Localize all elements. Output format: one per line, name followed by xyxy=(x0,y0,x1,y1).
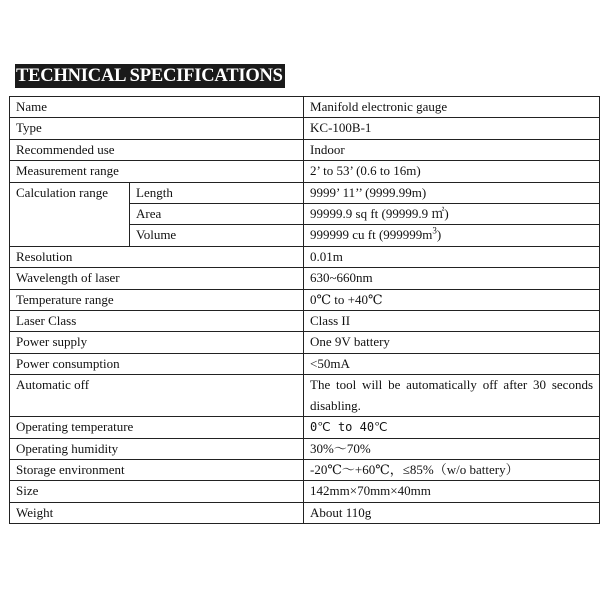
row-label: Power supply xyxy=(10,332,304,353)
row-value: <50mA xyxy=(304,353,600,374)
sub-label: Volume xyxy=(130,225,304,246)
row-value xyxy=(304,225,600,246)
row-label: Calculation range xyxy=(10,182,130,246)
row-label: Name xyxy=(10,97,304,118)
row-label: Power consumption xyxy=(10,353,304,374)
row-value: Class II xyxy=(304,311,600,332)
row-label: Operating humidity xyxy=(10,438,304,459)
row-value: 9999’ 11’’ (9999.99m) xyxy=(304,182,600,203)
table-row xyxy=(10,118,600,139)
page-title: TECHNICAL SPECIFICATIONS xyxy=(16,66,283,86)
table-row xyxy=(10,139,600,160)
table-row xyxy=(10,353,600,374)
row-label: Temperature range xyxy=(10,289,304,310)
table-row xyxy=(10,268,600,289)
row-label: Recommended use xyxy=(10,139,304,160)
table-row xyxy=(10,161,600,182)
row-label: Storage environment xyxy=(10,459,304,480)
table-row xyxy=(10,311,600,332)
row-value: 0℃ to 40℃ xyxy=(304,417,600,438)
table-row xyxy=(10,417,600,438)
row-label: Operating temperature xyxy=(10,417,304,438)
row-value: -20℃～+60℃，≤85%（w/o battery） xyxy=(304,459,600,480)
row-label: Weight xyxy=(10,502,304,523)
row-label: Measurement range xyxy=(10,161,304,182)
table-row xyxy=(10,182,600,203)
table-row xyxy=(10,502,600,523)
table-row xyxy=(10,332,600,353)
volume-exponent: 3 xyxy=(432,226,437,237)
row-value: 0.01m xyxy=(304,246,600,267)
row-label: Automatic off xyxy=(10,375,304,417)
table-row xyxy=(10,246,600,267)
row-label: Type xyxy=(10,118,304,139)
row-value: KC-100B-1 xyxy=(304,118,600,139)
row-value: 2’ to 53’ (0.6 to 16m) xyxy=(304,161,600,182)
sub-label: Area xyxy=(130,204,304,225)
row-value: Indoor xyxy=(304,139,600,160)
row-value: 142mm×70mm×40mm xyxy=(304,481,600,502)
row-value: 99999.9 sq ft (99999.9 ㎡) xyxy=(304,204,600,225)
volume-value: 999999 cu ft (999999m xyxy=(310,227,433,243)
row-value: 30%～70% xyxy=(304,438,600,459)
row-value: About 110g xyxy=(304,502,600,523)
table-row xyxy=(10,289,600,310)
row-value: The tool will be automatically off after 30 seconds disabling. xyxy=(304,375,600,417)
row-value: One 9V battery xyxy=(304,332,600,353)
table-row xyxy=(10,481,600,502)
row-label: Laser Class xyxy=(10,311,304,332)
row-value: 630~660nm xyxy=(304,268,600,289)
volume-value-end: ) xyxy=(436,227,442,243)
row-label: Wavelength of laser xyxy=(10,268,304,289)
row-label: Resolution xyxy=(10,246,304,267)
table-row xyxy=(10,459,600,480)
sub-label: Length xyxy=(130,182,304,203)
spec-table xyxy=(9,96,600,524)
row-label: Size xyxy=(10,481,304,502)
row-value: Manifold electronic gauge xyxy=(304,97,600,118)
table-row xyxy=(10,97,600,118)
table-row xyxy=(10,438,600,459)
row-value: 0℃ to +40℃ xyxy=(304,289,600,310)
table-row xyxy=(10,375,600,417)
